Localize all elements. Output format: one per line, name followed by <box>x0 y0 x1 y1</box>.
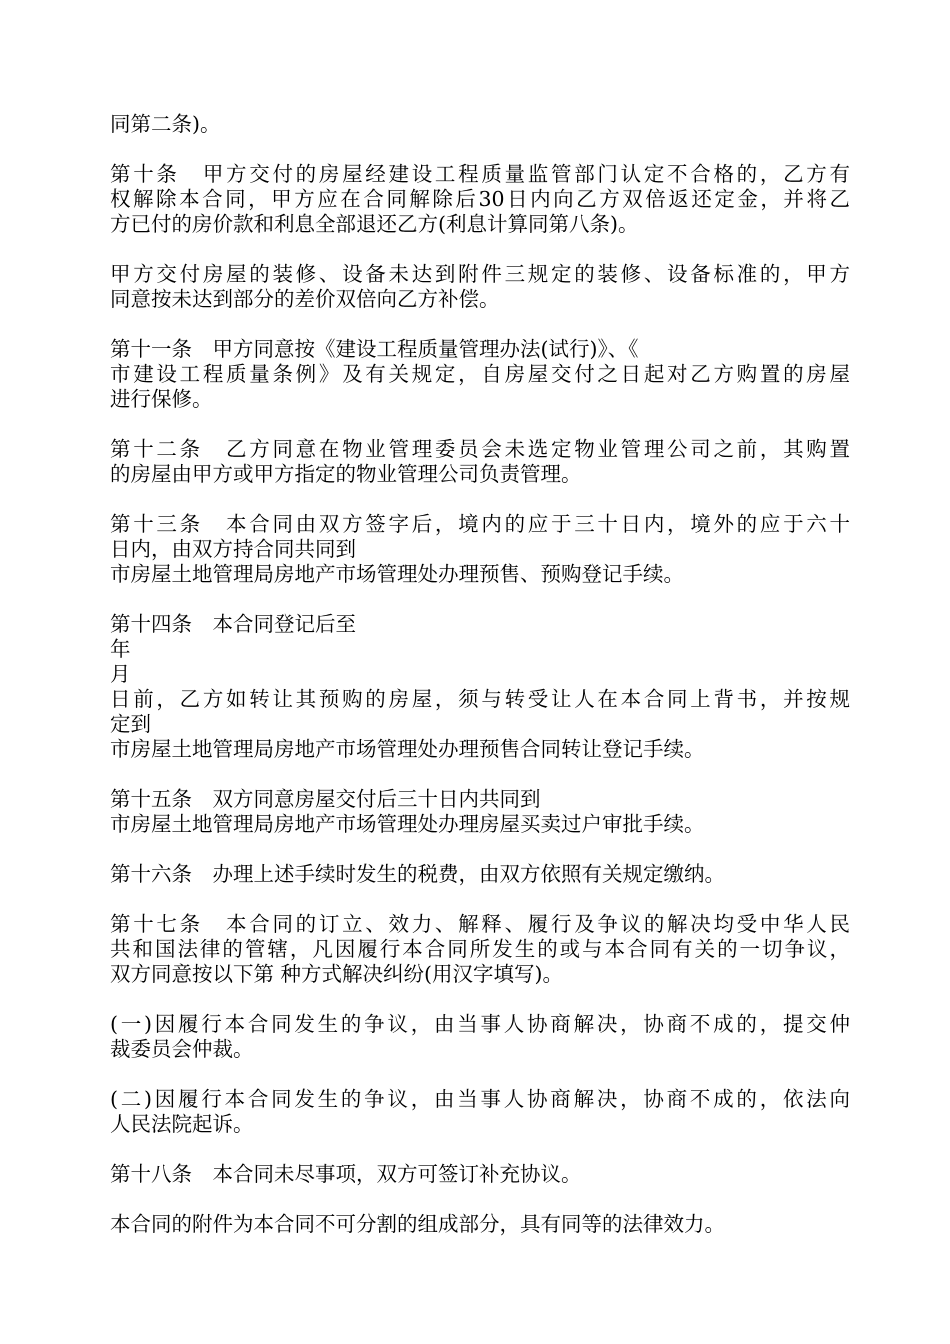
text-line: 权解除本合同，甲方应在合同解除后30日内向乙方双倍返还定金，并将乙 <box>110 187 850 211</box>
text-line: 裁委员会仲裁。 <box>110 1037 254 1061</box>
paragraph <box>110 1087 850 1137</box>
paragraph <box>110 862 850 887</box>
text-line: 方已付的房价款和利息全部退还乙方(利息计算同第八条)。 <box>110 212 639 236</box>
text-line: (二)因履行本合同发生的争议，由当事人协商解决，协商不成的，依法向 <box>110 1087 850 1111</box>
text-line: 第十七条 本合同的订立、效力、解释、履行及争议的解决均受中华人民 <box>110 912 850 936</box>
text-line: 日前，乙方如转让其预购的房屋，须与转受让人在本合同上背书，并按规 <box>110 687 850 711</box>
paragraph <box>110 612 850 762</box>
text-line: 第十一条 甲方同意按《建设工程质量管理办法(试行)》、《 <box>110 337 639 361</box>
text-line: 第十八条 本合同未尽事项，双方可签订补充协议。 <box>110 1162 582 1186</box>
paragraph <box>110 162 850 237</box>
paragraph <box>110 437 850 487</box>
text-line: 市建设工程质量条例》及有关规定，自房屋交付之日起对乙方购置的房屋 <box>110 362 850 386</box>
text-line: 进行保修。 <box>110 387 213 411</box>
paragraph <box>110 912 850 987</box>
text-line: 第十二条 乙方同意在物业管理委员会未选定物业管理公司之前，其购置 <box>110 437 850 461</box>
paragraph <box>110 337 850 412</box>
text-line: 第十条 甲方交付的房屋经建设工程质量监管部门认定不合格的，乙方有 <box>110 162 850 186</box>
paragraph <box>110 787 850 837</box>
text-line: 日内，由双方持合同共同到 <box>110 537 356 561</box>
text-line: (一)因履行本合同发生的争议，由当事人协商解决，协商不成的，提交仲 <box>110 1012 850 1036</box>
text-line: 的房屋由甲方或甲方指定的物业管理公司负责管理。 <box>110 462 582 486</box>
text-line: 共和国法律的管辖，凡因履行本合同所发生的或与本合同有关的一切争议， <box>110 937 850 961</box>
paragraph <box>110 1162 850 1187</box>
text-line: 第十四条 本合同登记后至 <box>110 612 356 636</box>
text-line: 同意按未达到部分的差价双倍向乙方补偿。 <box>110 287 500 311</box>
text-line: 市房屋土地管理局房地产市场管理处办理房屋买卖过户审批手续。 <box>110 812 705 836</box>
document-body <box>110 112 850 1262</box>
text-line: 定到 <box>110 712 151 736</box>
text-line: 同第二条)。 <box>110 112 221 136</box>
text-line: 本合同的附件为本合同不可分割的组成部分，具有同等的法律效力。 <box>110 1212 725 1236</box>
text-line: 第十六条 办理上述手续时发生的税费，由双方依照有关规定缴纳。 <box>110 862 725 886</box>
text-line: 市房屋土地管理局房地产市场管理处办理预售、预购登记手续。 <box>110 562 684 586</box>
text-line: 第十三条 本合同由双方签字后，境内的应于三十日内，境外的应于六十 <box>110 512 850 536</box>
text-line: 甲方交付房屋的装修、设备未达到附件三规定的装修、设备标准的，甲方 <box>110 262 850 286</box>
text-line: 第十五条 双方同意房屋交付后三十日内共同到 <box>110 787 541 811</box>
text-line: 月 <box>110 662 131 686</box>
text-line: 双方同意按以下第 种方式解决纠纷(用汉字填写)。 <box>110 962 564 986</box>
text-line: 年 <box>110 637 131 661</box>
paragraph <box>110 1012 850 1062</box>
paragraph <box>110 512 850 587</box>
text-line: 市房屋土地管理局房地产市场管理处办理预售合同转让登记手续。 <box>110 737 705 761</box>
paragraph <box>110 1212 850 1237</box>
paragraph <box>110 112 850 137</box>
text-line: 人民法院起诉。 <box>110 1112 254 1136</box>
paragraph <box>110 262 850 312</box>
